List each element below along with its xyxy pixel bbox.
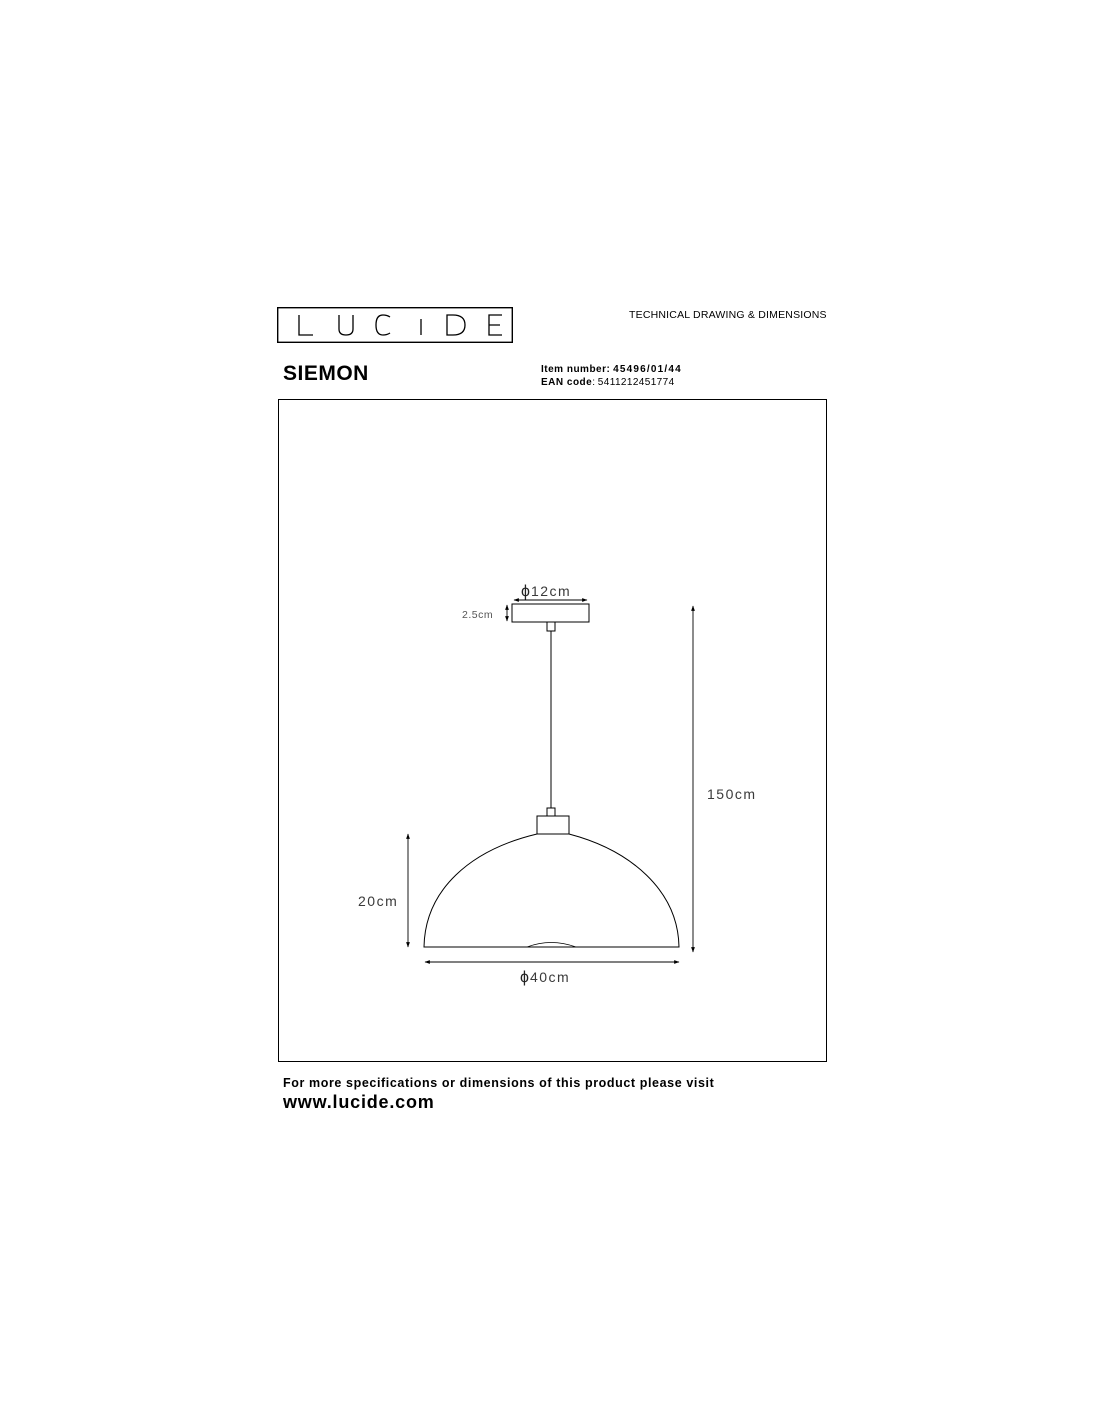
shade-height-label: 20cm [358,893,399,909]
canopy-cord-grip [547,622,555,631]
item-number-label: Item number: [541,364,611,375]
shade-top-fitting [537,816,569,834]
lamp-shade [424,834,679,947]
canopy [512,604,589,622]
product-name: SIEMON [283,362,369,385]
ean-separator: : [592,377,596,388]
total-height-label: 150cm [707,786,757,802]
canopy-height-label: 2.5cm [462,609,494,621]
canopy-diameter-label: ϕ12cm [521,583,572,600]
ean-value: 5411212451774 [597,377,675,388]
shade-diameter-label: ϕ40cm [520,969,571,986]
diameter-icon: ϕ [521,583,530,600]
item-number-value: 45496/01/44 [613,364,682,375]
shade-cord-grip [547,808,555,816]
document-heading: TECHNICAL DRAWING & DIMENSIONS [629,309,827,321]
bulb-outline [527,943,576,948]
ean-label: EAN code [541,377,593,388]
website-link[interactable]: www.lucide.com [283,1092,435,1112]
footer-note: For more specifications or dimensions of this product please visit [283,1076,715,1090]
diameter-icon: ϕ [520,969,529,986]
